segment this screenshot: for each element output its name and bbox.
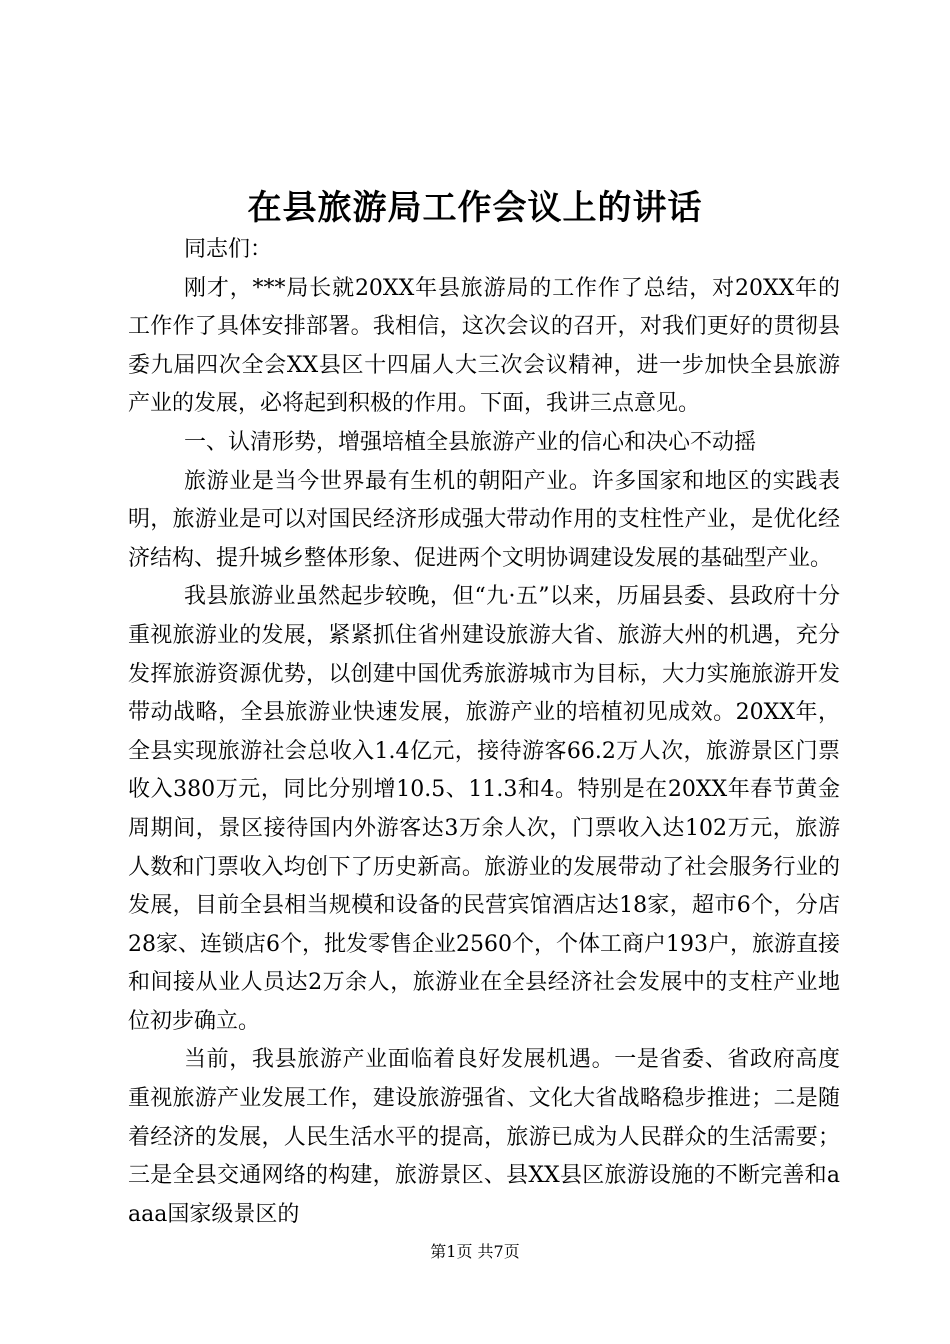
paragraph-salutation: 同志们： bbox=[184, 237, 273, 262]
section-heading-1: 一、认清形势，增强培植全县旅游产业的信心和决心不动摇 bbox=[184, 429, 757, 455]
paragraph-tourism-industry: 旅游业是当今世界最有生机的朝阳产业。许多国家和地区的实践表明，旅游业是可以对国民经济形成强大带动作用的支柱性产业，是优化经济结构、提升城乡整体形象、促进两个文明协调建设发展的基础型产业。 bbox=[128, 468, 840, 571]
document-body bbox=[128, 231, 840, 1234]
paragraph-intro: 刚才，***局长就20XX年县旅游局的工作作了总结，对20XX年的工作作了具体安排部署。我相信，这次会议的召开，对我们更好的贯彻县委九届四次全会XX县区十四届人大三次会议精神，进一步加快全县旅游产业的发展，必将起到积极的作用。下面，我讲三点意见。 bbox=[128, 275, 840, 417]
page-footer: 第1页 共7页 bbox=[430, 1242, 520, 1261]
paragraph-opportunities: 当前，我县旅游产业面临着良好发展机遇。一是省委、省政府高度重视旅游产业发展工作，建设旅游强省、文化大省战略稳步推进；二是随着经济的发展，人民生活水平的提高，旅游已成为人民群众的生活需要；三是全县交通网络的构建，旅游景区、县XX县区旅游设施的不断完善和aaaa国家级景区的 bbox=[128, 1047, 840, 1227]
document-title: 在县旅游局工作会议上的讲话 bbox=[247, 188, 703, 228]
paragraph-county-development: 我县旅游业虽然起步较晚，但“九·五”以来，历届县委、县政府十分重视旅游业的发展，紧紧抓住省州建设旅游大省、旅游大州的机遇，充分发挥旅游资源优势，以创建中国优秀旅游城市为目标，大力实施旅游开发带动战略，全县旅游业快速发展，旅游产业的培植初见成效。20XX年，全县实现旅游社会总收入1.4亿元，接待游客66.2万人次，旅游景区门票收入380万元，同比分别增10.5、11.3和4。特别是在20XX年春节黄金周期间，景区接待国内外游客达3万余人次，门票收入达102万元，旅游人数和门票收入均创下了历史新高。旅游业的发展带动了社会服务行业的发展，目前全县相当规模和设备的民营宾馆酒店达18家，超市6个，分店28家、连锁店6个，批发零售企业2560个，个体工商户193户，旅游直接和间接从业人员达2万余人，旅游业在全县经济社会发展中的支柱产业地位初步确立。 bbox=[128, 584, 840, 1034]
